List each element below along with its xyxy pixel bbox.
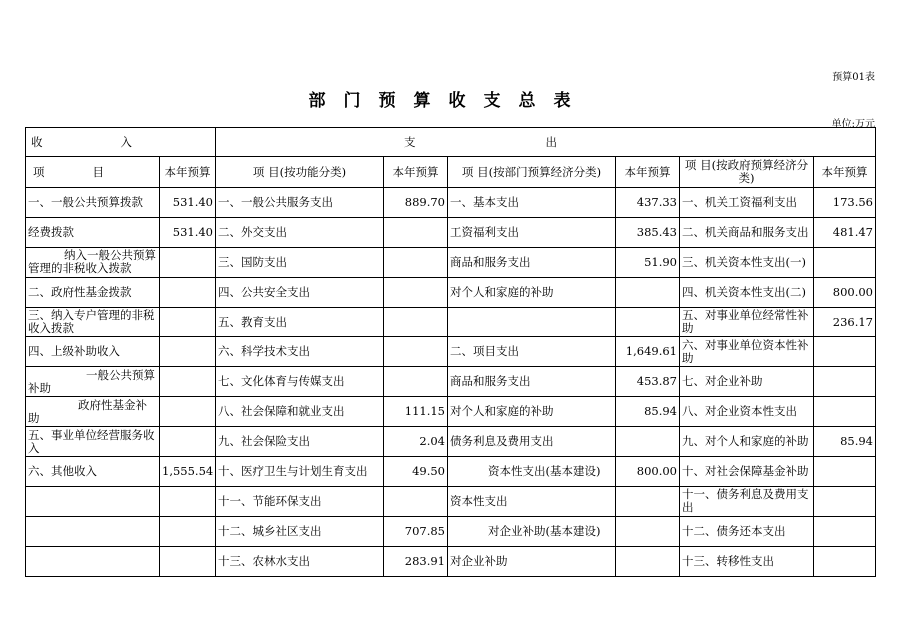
- func-item: 七、文化体育与传媒支出: [216, 367, 384, 397]
- gov-amount: [814, 457, 876, 487]
- income-item: 政府性基金补助: [26, 397, 160, 427]
- dept-amount: 800.00: [616, 457, 680, 487]
- table-row: [26, 546, 876, 576]
- dept-amount: 437.33: [616, 188, 680, 218]
- table-row: [26, 337, 876, 367]
- income-amount: [160, 337, 216, 367]
- gov-item: 十、对社会保障基金补助: [680, 457, 814, 487]
- gov-item: 六、对事业单位资本性补助: [680, 337, 814, 367]
- gov-amount: [814, 486, 876, 516]
- table-row: [26, 307, 876, 337]
- dept-item-header: 项 目(按部门预算经济分类): [448, 157, 616, 188]
- income-item: 经费拨款: [26, 217, 160, 247]
- func-item: 十二、城乡社区支出: [216, 516, 384, 546]
- dept-item: 商品和服务支出: [448, 367, 616, 397]
- income-amount: [160, 247, 216, 277]
- income-amount: [160, 486, 216, 516]
- dept-item: 一、基本支出: [448, 188, 616, 218]
- dept-item: 对企业补助: [448, 546, 616, 576]
- func-item: 十、医疗卫生与计划生育支出: [216, 457, 384, 487]
- income-amount: [160, 277, 216, 307]
- dept-item: [448, 307, 616, 337]
- gov-item: 二、机关商品和服务支出: [680, 217, 814, 247]
- func-amount: 889.70: [384, 188, 448, 218]
- unit-label: 单位:万元: [831, 119, 875, 130]
- expenditure-header: 支出: [216, 128, 876, 157]
- func-item: 八、社会保障和就业支出: [216, 397, 384, 427]
- table-row: [26, 367, 876, 397]
- dept-item: 对个人和家庭的补助: [448, 397, 616, 427]
- table-row: [26, 277, 876, 307]
- table-row: [26, 516, 876, 546]
- func-amount: [384, 277, 448, 307]
- table-row: [26, 486, 876, 516]
- income-item: [26, 516, 160, 546]
- income-item: [26, 546, 160, 576]
- func-item: 六、科学技术支出: [216, 337, 384, 367]
- gov-item: 三、机关资本性支出(一): [680, 247, 814, 277]
- dept-amount: 453.87: [616, 367, 680, 397]
- income-amount: 531.40: [160, 188, 216, 218]
- func-item: 九、社会保险支出: [216, 427, 384, 457]
- func-item: 四、公共安全支出: [216, 277, 384, 307]
- dept-amount: 1,649.61: [616, 337, 680, 367]
- dept-amount: [616, 516, 680, 546]
- gov-amount: 236.17: [814, 307, 876, 337]
- income-item: 四、上级补助收入: [26, 337, 160, 367]
- income-amount: 531.40: [160, 217, 216, 247]
- func-item-header: 项 目(按功能分类): [216, 157, 384, 188]
- func-amount: [384, 217, 448, 247]
- gov-amount: 173.56: [814, 188, 876, 218]
- func-amount: 111.15: [384, 397, 448, 427]
- income-amount: [160, 516, 216, 546]
- dept-amount: [616, 427, 680, 457]
- income-header: 收入: [26, 128, 216, 157]
- dept-amount-header: 本年预算: [616, 157, 680, 188]
- gov-amount: 85.94: [814, 427, 876, 457]
- income-item: 六、其他收入: [26, 457, 160, 487]
- gov-amount: [814, 367, 876, 397]
- func-item: 十三、农林水支出: [216, 546, 384, 576]
- income-item: 二、政府性基金拨款: [26, 277, 160, 307]
- gov-item: 一、机关工资福利支出: [680, 188, 814, 218]
- dept-item: 工资福利支出: [448, 217, 616, 247]
- dept-amount: 51.90: [616, 247, 680, 277]
- budget-table: [25, 127, 876, 577]
- func-item: 五、教育支出: [216, 307, 384, 337]
- dept-item: 对企业补助(基本建设): [448, 516, 616, 546]
- gov-item: 五、对事业单位经常性补助: [680, 307, 814, 337]
- dept-amount: [616, 486, 680, 516]
- income-item: 一般公共预算补助: [26, 367, 160, 397]
- dept-item: 二、项目支出: [448, 337, 616, 367]
- gov-amount: [814, 337, 876, 367]
- table-row: [26, 427, 876, 457]
- func-amount: 2.04: [384, 427, 448, 457]
- gov-item: 八、对企业资本性支出: [680, 397, 814, 427]
- table-row: [26, 188, 876, 218]
- func-item: 三、国防支出: [216, 247, 384, 277]
- table-row: [26, 217, 876, 247]
- header-row-2: [26, 157, 876, 188]
- form-number: 预算01表: [832, 72, 875, 83]
- gov-amount: 481.47: [814, 217, 876, 247]
- header-row-1: [26, 128, 876, 157]
- func-item: 二、外交支出: [216, 217, 384, 247]
- gov-item: 四、机关资本性支出(二): [680, 277, 814, 307]
- gov-amount: [814, 397, 876, 427]
- gov-amount: [814, 516, 876, 546]
- dept-amount: [616, 546, 680, 576]
- table-row: [26, 457, 876, 487]
- gov-item: 十二、债务还本支出: [680, 516, 814, 546]
- gov-item: 七、对企业补助: [680, 367, 814, 397]
- gov-amount: [814, 546, 876, 576]
- dept-item: 资本性支出: [448, 486, 616, 516]
- income-item: 三、纳入专户管理的非税收入拨款: [26, 307, 160, 337]
- gov-amount: 800.00: [814, 277, 876, 307]
- func-amount: [384, 337, 448, 367]
- dept-item: 商品和服务支出: [448, 247, 616, 277]
- table-row: [26, 397, 876, 427]
- gov-item-header: 项 目(按政府预算经济分类): [680, 157, 814, 188]
- func-amount-header: 本年预算: [384, 157, 448, 188]
- gov-item: 十三、转移性支出: [680, 546, 814, 576]
- gov-item: 十一、债务利息及费用支出: [680, 486, 814, 516]
- dept-item: 资本性支出(基本建设): [448, 457, 616, 487]
- income-amount: 1,555.54: [160, 457, 216, 487]
- dept-item: 债务利息及费用支出: [448, 427, 616, 457]
- income-amount: [160, 427, 216, 457]
- income-item: 纳入一般公共预算管理的非税收入拨款: [26, 247, 160, 277]
- gov-item: 九、对个人和家庭的补助: [680, 427, 814, 457]
- income-amount: [160, 367, 216, 397]
- dept-amount: 85.94: [616, 397, 680, 427]
- income-amount-header: 本年预算: [160, 157, 216, 188]
- func-amount: [384, 307, 448, 337]
- income-item-header: 项目: [26, 157, 160, 188]
- gov-amount: [814, 247, 876, 277]
- func-item: 一、一般公共服务支出: [216, 188, 384, 218]
- func-amount: [384, 367, 448, 397]
- income-item: 五、事业单位经营服务收入: [26, 427, 160, 457]
- func-amount: [384, 486, 448, 516]
- func-amount: [384, 247, 448, 277]
- dept-amount: [616, 307, 680, 337]
- income-amount: [160, 307, 216, 337]
- func-amount: 49.50: [384, 457, 448, 487]
- func-amount: 707.85: [384, 516, 448, 546]
- page-title: 部门预算收支总表: [308, 91, 589, 111]
- func-amount: 283.91: [384, 546, 448, 576]
- func-item: 十一、节能环保支出: [216, 486, 384, 516]
- dept-amount: 385.43: [616, 217, 680, 247]
- dept-amount: [616, 277, 680, 307]
- dept-item: 对个人和家庭的补助: [448, 277, 616, 307]
- income-amount: [160, 546, 216, 576]
- income-item: 一、一般公共预算拨款: [26, 188, 160, 218]
- income-amount: [160, 397, 216, 427]
- table-row: [26, 247, 876, 277]
- income-item: [26, 486, 160, 516]
- gov-amount-header: 本年预算: [814, 157, 876, 188]
